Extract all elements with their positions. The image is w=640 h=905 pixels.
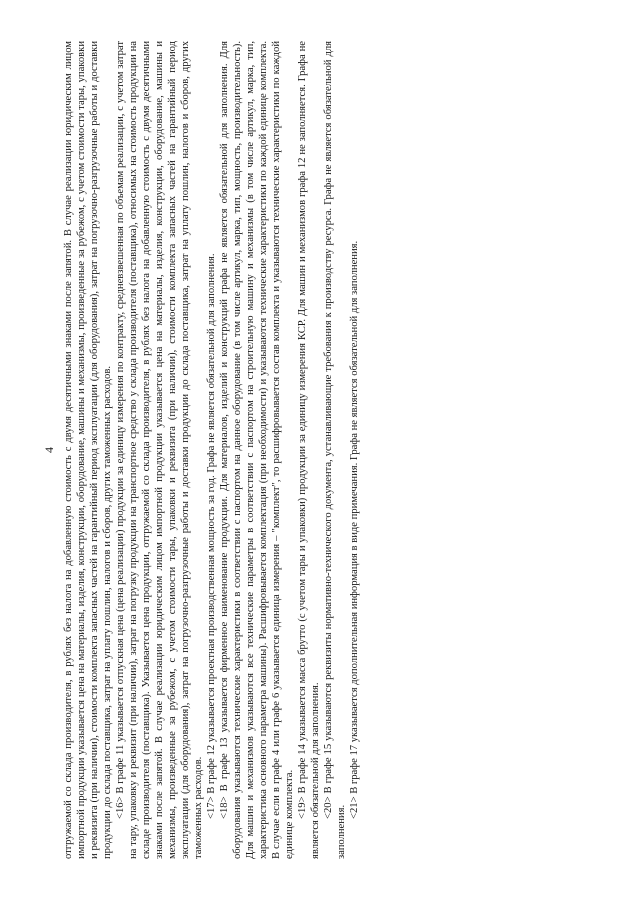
paragraph-continuation: отгружаемой со склада производителя, в рублях без налога на добавленную стоимость с двумя десятичными знаками после запятой. В случае реализации юридическим лицом импортной продукции указывается цена на материалы, изделия, конструкции, оборудование, машины и механизмы, произведенные за рубежом, с учетом стоимости тары, упаковки и реквизита (при наличии), стоимости комплекта запасных частей на гарантийный период эксплуатации (для оборудования), затрат на погрузочно-разгрузочные работы и доставки продукции до склада поставщика, затрат на уплату пошлин, налогов и сборов, других таможенных расходов. bbox=[63, 41, 113, 859]
footnote-20: <20> В графе 15 указываются реквизиты нормативно-технического документа, устанавливающие требования к производству ресурса. Графа не является обязательной для заполнения. bbox=[323, 41, 347, 859]
footnote-17: <17> В графе 12 указывается проектная производственная мощность за год. Графа не является обязательной для заполнения. bbox=[206, 253, 217, 819]
page-number: 4 bbox=[42, 447, 56, 453]
footnote-19: <19> В графе 14 указывается масса брутто (с учетом тары и упаковки) продукции за единицу измерения КСР. Для машин и механизмов графа 12 не заполняется. Графа не является обязательной для заполнения. bbox=[297, 41, 321, 859]
document-body bbox=[62, 41, 361, 859]
footnote-16: <16> В графе 11 указывается отпускная цена (цена реализации) продукции за единицу измерения по контракту, средневзвешенная по объемам реализации, с учетом затрат на тару, упаковку и реквизит (при наличии), затрат на погрузку продукции на транспортное средство у склада производителя (поставщика), относимых на стоимость продукции на складе производителя (поставщика). Указывается цена продукции, отгружаемой со склада производителя, в рублях без налога на добавленную стоимость с двумя десятичными знаками после запятой. В случае реализации юридическим лицом импортной продукции указывается цена на материалы, изделия, конструкции, оборудование, машины и механизмы, произведенные за рубежом, с учетом стоимости тары, упаковки и реквизита (при наличии), стоимости комплекта запасных частей на гарантийный период эксплуатации (для оборудования), затрат на погрузочно-разгрузочные работы и доставки продукции до склада поставщика, затрат на уплату пошлин, налогов и сборов, других таможенных расходов. bbox=[115, 41, 204, 859]
footnote-18: <18> В графе 13 указывается фирменное наименование продукции. Для материалов, изделий и конструкций графа не является обязательной для заполнения. Для оборудования указываются технические характеристики в соответствии с паспортом на данное оборудование (в том числе артикул, марка, тип, мощность, производительность). Для машин и механизмов указываются все технические параметры в соответствии с паспортом на строительную машину и механизмы (в том числе артикул, марка, тип, характеристика основного параметра машины). Расшифровывается комплектация (при необходимости) и указываются технические характеристики по каждой единице комплекта. В случае если в графе 4 или графе 6 указывается единица измерения – "комплект", то расшифровывается состав комплекта и указываются технические характеристики по каждой единице комплекта. bbox=[219, 41, 295, 859]
rotated-document-page bbox=[40, 35, 600, 865]
footnote-21: <21> В графе 17 указывается дополнительная информация в виде примечания. Графа не является обязательной для заполнения. bbox=[349, 240, 360, 819]
